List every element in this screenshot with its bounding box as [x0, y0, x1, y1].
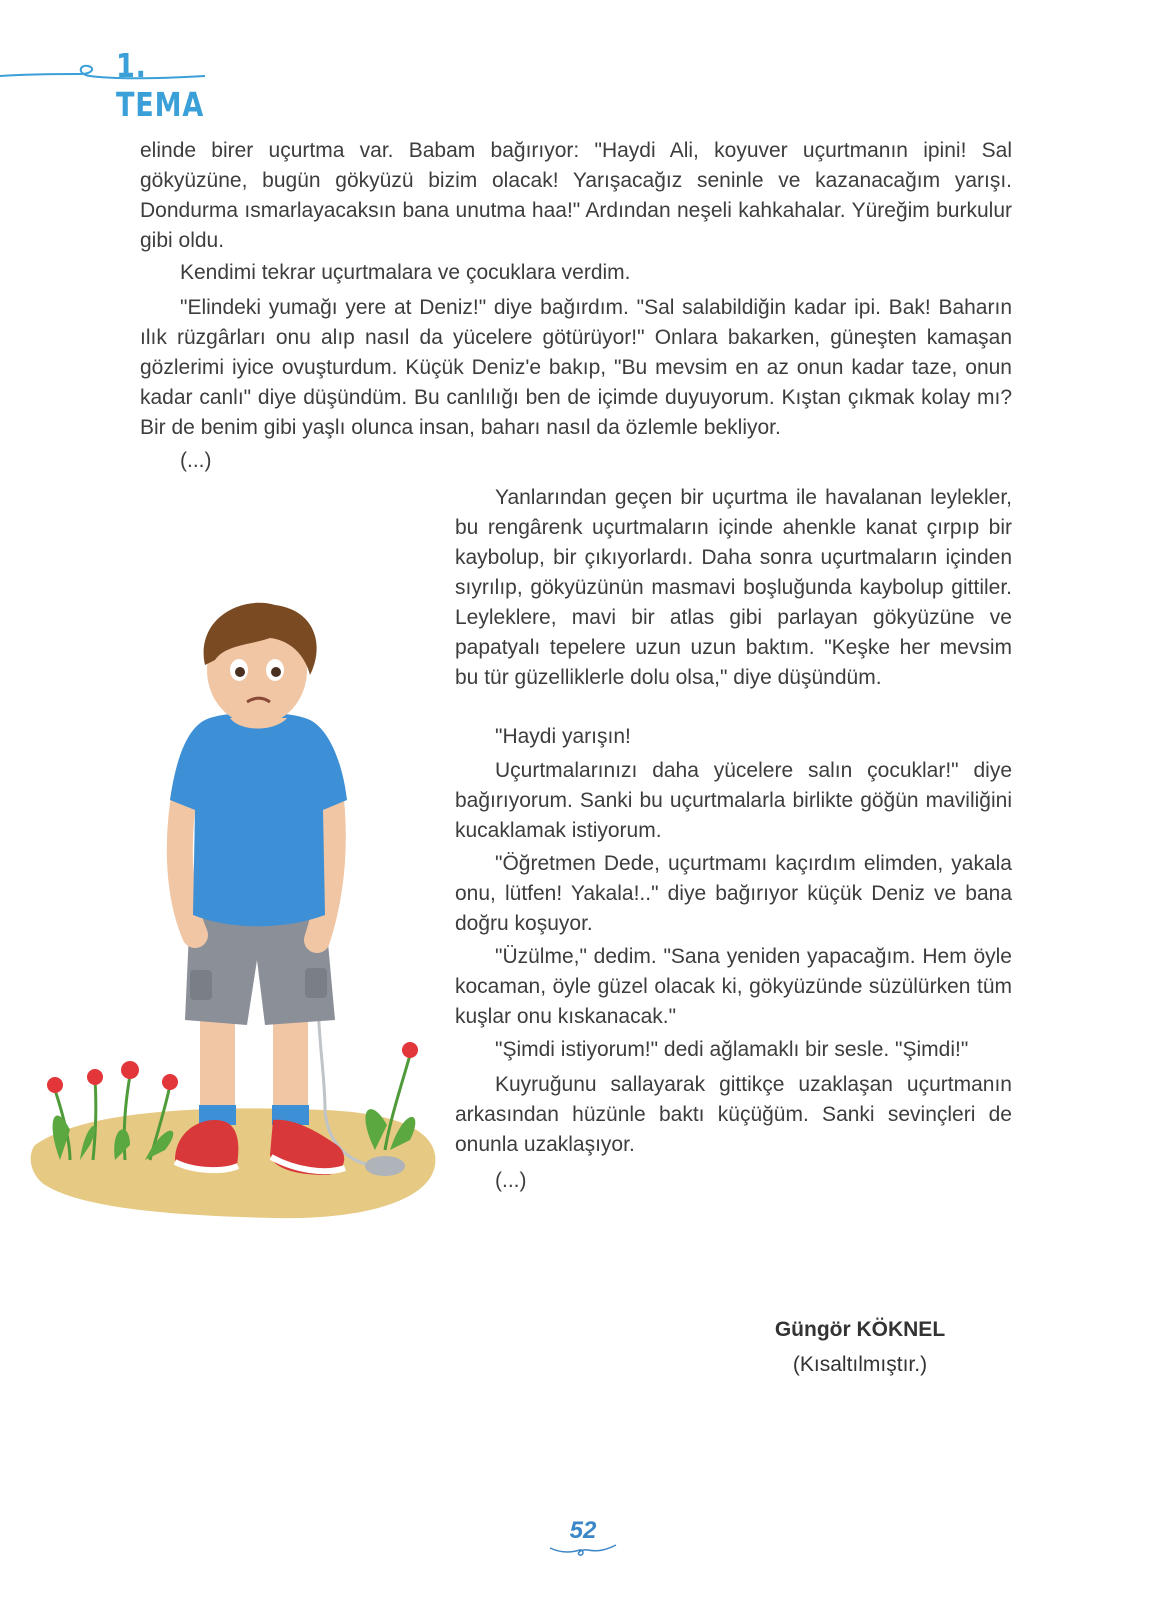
paragraph-8: "Öğretmen Dede, uçurtmamı kaçırdım elimden, yakala onu, lütfen! Yakala!.." diye bağırıyor küçük Deniz ve bana doğru koşuyor.	[455, 852, 1012, 935]
page-swirl-icon	[548, 1540, 618, 1560]
paragraph-11: Kuyruğunu sallayarak gittikçe uzaklaşan uçurtmanın arkasından hüzünle baktı küçüğüm. Sanki sevinçleri de onunla uzaklaşıyor.	[455, 1073, 1012, 1156]
theme-title: 1. TEMA	[116, 46, 205, 124]
paragraph-6: "Haydi yarışın!	[495, 725, 631, 748]
paragraph-9: "Üzülme," dedim. "Sana yeniden yapacağım. Hem öyle kocaman, öyle güzel olacak ki, gökyüzünde süzülürken tüm kuşlar onu kıskanacak."	[455, 945, 1012, 1028]
paragraph-1: elinde birer uçurtma var. Babam bağırıyor: "Haydi Ali, koyuver uçurtmanın ipini! Sal gökyüzüne, bugün gökyüzü bizim olacak! Yarışacağız seninle ve kazanacağım yarışı. Dondurma ısmarlayacaksın bana unutma haa!" Ardından neşeli kahkahalar. Yüreğim burkulur gibi oldu.	[140, 139, 1012, 252]
author-note: (Kısaltılmıştır.)	[792, 1353, 928, 1376]
paragraph-2: Kendimi tekrar uçurtmalara ve çocuklara verdim.	[180, 261, 631, 284]
paragraph-7: Uçurtmalarınızı daha yücelere salın çocuklar!" diye bağırıyorum. Sanki bu uçurtmalarla birlikte göğün maviliğini kucaklamak istiyorum.	[455, 759, 1012, 842]
page-number: 52	[569, 1517, 597, 1544]
paragraph-5: Yanlarından geçen bir uçurtma ile havalanan leylekler, bu rengârenk uçurtmaların içinde ahenkle kanat çırpıp bir kaybolup, bir çıkıyorlardı. Daha sonra uçurtmaların içinden sıyrılıp, gökyüzünün masmavi boşluğunda kaybolup gittiler. Leyleklere, mavi bir atlas gibi parlayan gökyüzüne ve papatyalı tepelere uzun uzun baktım. "Keşke her mevsim bu tür güzelliklerle dolu olsa," diye düşündüm.	[455, 486, 1012, 689]
ellipsis-2: (...)	[495, 1169, 527, 1192]
boy-illustration	[25, 600, 445, 1245]
theme-header	[0, 40, 240, 124]
ellipsis-1: (...)	[180, 449, 212, 472]
paragraph-10: "Şimdi istiyorum!" dedi ağlamaklı bir sesle. "Şimdi!"	[495, 1038, 969, 1061]
author-name: Güngör KÖKNEL	[774, 1318, 946, 1341]
paragraph-3: "Elindeki yumağı yere at Deniz!" diye bağırdım. "Sal salabildiğin kadar ipi. Bak! Baharın ılık rüzgârları onu alıp nasıl da yücelere götürüyor!" Onlara bakarken, güneşten kamaşan gözlerimi iyice ovuşturdum. Küçük Deniz'e bakıp, "Bu mevsim en az onun kadar taze, onun kadar canlı" diye düşündüm. Bu canlılığı ben de içimde duyuyorum. Kıştan çıkmak kolay mı? Bir de benim gibi yaşlı olunca insan, baharı nasıl da özlemle bekliyor.	[140, 296, 1012, 439]
